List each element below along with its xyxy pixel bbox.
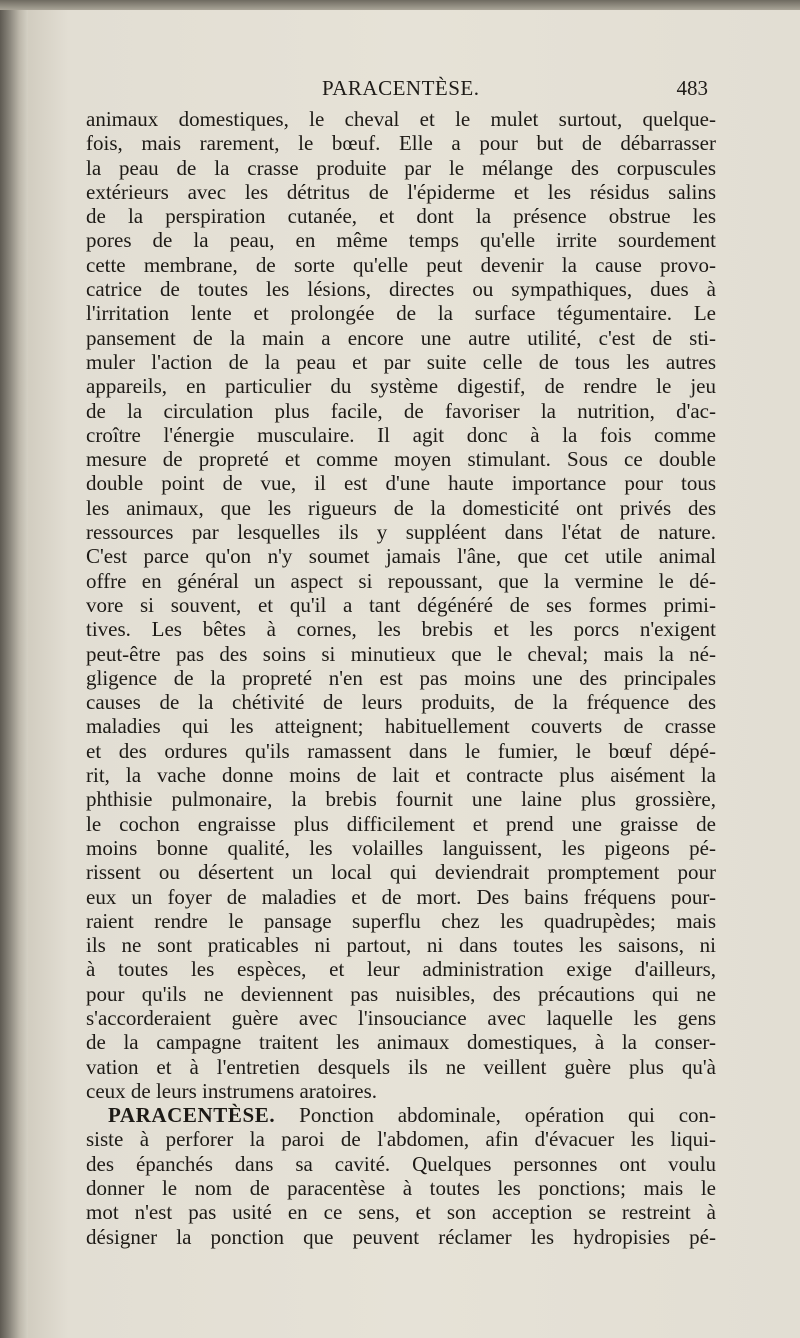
text-line: de la perspiration cutanée, et dont la présence obstrue les <box>86 204 716 229</box>
text-line: moins bonne qualité, les volailles languissent, les pigeons pé- <box>86 835 716 860</box>
text-line: donner le nom de paracentèse à toutes les ponctions; mais le <box>86 1176 716 1201</box>
text-line: pour qu'ils ne deviennent pas nuisibles, des précautions qui ne <box>86 981 716 1006</box>
page-header <box>96 76 712 102</box>
text-line: s'accorderaient guère avec l'insouciance avec laquelle les gens <box>86 1005 716 1030</box>
text-line: pores de la peau, en même temps qu'elle irrite sourdement <box>86 228 716 253</box>
text-line: ils ne sont praticables ni partout, ni dans toutes les saisons, ni <box>86 933 716 958</box>
text-line: causes de la chétivité de leurs produits, de la fréquence des <box>86 690 716 715</box>
text-line: la peau de la crasse produite par le mélange des corpuscules <box>86 155 716 180</box>
text-line: à toutes les espèces, et leur administration exige d'ailleurs, <box>86 957 716 982</box>
text-line: siste à perforer la paroi de l'abdomen, afin d'évacuer les liqui- <box>86 1127 716 1152</box>
text-line: peut-être pas des soins si minutieux que le cheval; mais la né- <box>86 641 716 666</box>
text-line: pansement de la main a encore une autre utilité, c'est de sti- <box>86 325 716 350</box>
page-number: 483 <box>676 76 708 100</box>
text-line: animaux domestiques, le cheval et le mulet surtout, quelque- <box>86 107 716 131</box>
text-line: double point de vue, il est d'une haute importance pour tous <box>86 471 716 496</box>
text-line: eux un foyer de maladies et de mort. Des bains fréquens pour- <box>86 884 716 909</box>
text-line: phthisie pulmonaire, la brebis fournit une laine plus grossière, <box>86 787 716 812</box>
text-line <box>86 1103 716 1127</box>
text-line: raient rendre le pansage superflu chez les quadrupèdes; mais <box>86 908 716 933</box>
text-line: désigner la ponction que peuvent réclamer les hydropisies pé- <box>86 1224 716 1249</box>
paragraph-2 <box>86 1103 716 1249</box>
text-line: ressources par lesquelles ils y suppléent dans l'état de nature. <box>86 520 716 545</box>
text-line: les animaux, que les rigueurs de la domesticité ont privés des <box>86 495 716 520</box>
text-line: tives. Les bêtes à cornes, les brebis et les porcs n'exigent <box>86 617 716 642</box>
text-line: et des ordures qu'ils ramassent dans le fumier, le bœuf dépé- <box>86 738 716 763</box>
text-line: C'est parce qu'on n'y soumet jamais l'âne, que cet utile animal <box>86 544 716 569</box>
text-line: gligence de la propreté n'en est pas moins une des principales <box>86 665 716 690</box>
text-line: vation et à l'entretien desquels ils ne veillent guère plus qu'à <box>86 1054 716 1079</box>
text-line: croître l'énergie musculaire. Il agit donc à la fois comme <box>86 422 716 447</box>
text-line: vore si souvent, et qu'il a tant dégénéré de ses formes primi- <box>86 592 716 617</box>
text-line: appareils, en particulier du système digestif, de rendre le jeu <box>86 374 716 399</box>
text-line: maladies qui les atteignent; habituellement couverts de crasse <box>86 714 716 739</box>
text-line: mot n'est pas usité en ce sens, et son acception se restreint à <box>86 1200 716 1225</box>
top-edge <box>0 0 800 10</box>
text-line: des épanchés dans sa cavité. Quelques personnes ont voulu <box>86 1151 716 1176</box>
text-line: ceux de leurs instrumens aratoires. <box>86 1078 377 1103</box>
entry-first-line: Ponction abdominale, opération qui con- <box>299 1103 717 1128</box>
text-line: mesure de propreté et comme moyen stimulant. Sous ce double <box>86 447 716 472</box>
text-line: de la circulation plus facile, de favoriser la nutrition, d'ac- <box>86 398 716 423</box>
text-line: le cochon engraisse plus difficilement et prend une graisse de <box>86 811 716 836</box>
running-title: PARACENTÈSE. <box>322 76 480 100</box>
text-line: fois, mais rarement, le bœuf. Elle a pour but de débarrasser <box>86 131 716 156</box>
text-line: de la campagne traitent les animaux domestiques, à la conser- <box>86 1030 716 1055</box>
text-line: catrice de toutes les lésions, directes ou sympathiques, dues à <box>86 277 716 302</box>
text-line: offre en général un aspect si repoussant, que la vermine le dé- <box>86 568 716 593</box>
entry-heading: PARACENTÈSE. <box>108 1103 276 1128</box>
text-line: muler l'action de la peau et par suite celle de tous les autres <box>86 349 716 374</box>
paragraph-1 <box>86 107 716 1103</box>
binding-edge <box>0 0 28 1338</box>
text-line: rissent ou désertent un local qui deviendrait promptement pour <box>86 860 716 885</box>
body-text <box>86 107 716 1249</box>
text-line: cette membrane, de sorte qu'elle peut devenir la cause provo- <box>86 252 716 277</box>
text-line: rit, la vache donne moins de lait et contracte plus aisément la <box>86 763 716 788</box>
text-line: l'irritation lente et prolongée de la surface tégumentaire. Le <box>86 301 716 326</box>
text-line: extérieurs avec les détritus de l'épiderme et les résidus salins <box>86 179 716 204</box>
